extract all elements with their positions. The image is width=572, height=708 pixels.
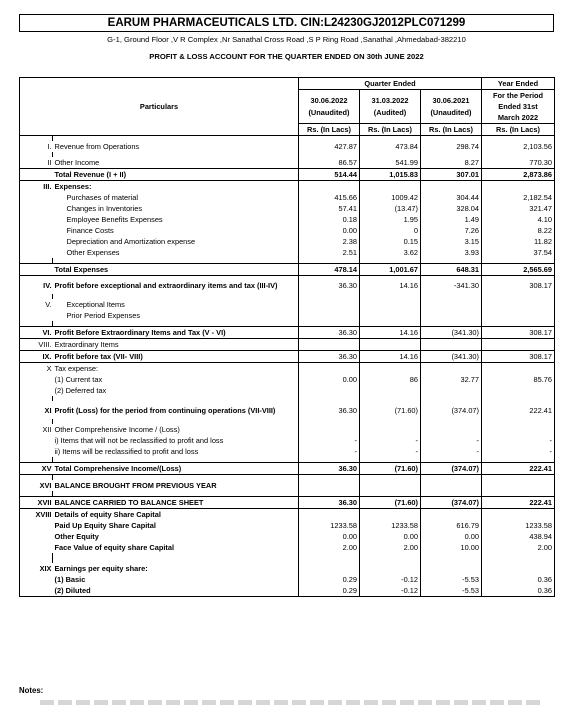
table-row: (2) Diluted 0.29 -0.12 -5.53 0.36 bbox=[20, 585, 555, 597]
unit-label: Rs. (In Lacs) bbox=[360, 124, 421, 136]
table-row: XVI BALANCE BROUGHT FROM PREVIOUS YEAR bbox=[20, 480, 555, 491]
table-row: Purchases of material 415.66 1009.42 304.44 2,182.54 bbox=[20, 192, 555, 203]
table-row: XVIII Details of equity Share Capital bbox=[20, 509, 555, 521]
table-row: Paid Up Equity Share Capital 1233.58 1233.58 616.79 1233.58 bbox=[20, 520, 555, 531]
col3-header: 30.06.2021 (Unaudited) bbox=[421, 90, 482, 124]
table-row: III. Expenses: bbox=[20, 181, 555, 193]
table-row: X Tax expense: bbox=[20, 363, 555, 375]
unit-label: Rs. (In Lacs) bbox=[421, 124, 482, 136]
unit-label: Rs. (In Lacs) bbox=[299, 124, 360, 136]
notes-heading: Notes: bbox=[19, 686, 44, 695]
unit-label: Rs. (In Lacs) bbox=[482, 124, 555, 136]
table-row: I. Revenue from Operations 427.87 473.84 298.74 2,103.56 bbox=[20, 141, 555, 152]
total-expenses-row: Total Expenses 478.14 1,001.67 648.31 2,565.69 bbox=[20, 264, 555, 276]
company-address: G-1, Ground Floor ,V R Complex ,Nr Sanathal Cross Road ,S P Ring Road ,Sanathal ,Ahmedabad-382210 bbox=[107, 35, 466, 44]
table-row: Finance Costs 0.00 0 7.26 8.22 bbox=[20, 225, 555, 236]
total-comprehensive-row: XV Total Comprehensive Income/(Loss) 36.30 (71.60) (374.07) 222.41 bbox=[20, 463, 555, 475]
table-row: Employee Benefits Expenses 0.18 1.95 1.49 4.10 bbox=[20, 214, 555, 225]
table-row: i) Items that will not be reclassified to profit and loss - - - - bbox=[20, 435, 555, 446]
table-row: Prior Period Expenses bbox=[20, 310, 555, 321]
table-row: IV. Profit before exceptional and extraordinary items and tax (III-IV) 36.30 14.16 -341.30 308.17 bbox=[20, 276, 555, 295]
statement-title: PROFIT & LOSS ACCOUNT FOR THE QUARTER ENDED ON 30th JUNE 2022 bbox=[149, 52, 424, 61]
balance-carried-row: XVII BALANCE CARRIED TO BALANCE SHEET 36.30 (71.60) (374.07) 222.41 bbox=[20, 497, 555, 509]
table-row: V. Exceptional Items bbox=[20, 299, 555, 310]
table-row: VI. Profit Before Extraordinary Items and Tax (V - VI) 36.30 14.16 (341.30) 308.17 bbox=[20, 327, 555, 339]
blurred-notes-text bbox=[40, 700, 540, 705]
table-row: Changes in Inventories 57.41 (13.47) 328.04 321.47 bbox=[20, 203, 555, 214]
company-name: EARUM PHARMACEUTICALS LTD. CIN:L24230GJ2012PLC071299 bbox=[19, 14, 554, 32]
table-row: IX. Profit before tax (VII- VIII) 36.30 14.16 (341.30) 308.17 bbox=[20, 351, 555, 363]
quarter-ended-header: Quarter Ended bbox=[299, 78, 482, 90]
total-revenue-row: Total Revenue (I + II) 514.44 1,015.83 307.01 2,873.86 bbox=[20, 169, 555, 181]
table-row: ii) Items will be reclassified to profit and loss - - - - bbox=[20, 446, 555, 457]
table-row: II Other Income 86.57 541.99 8.27 770.30 bbox=[20, 157, 555, 169]
table-row: (1) Basic 0.29 -0.12 -5.53 0.36 bbox=[20, 574, 555, 585]
col2-header: 31.03.2022 (Audited) bbox=[360, 90, 421, 124]
profit-loss-table bbox=[19, 77, 555, 597]
table-row: VIII. Extraordinary Items bbox=[20, 339, 555, 351]
header-row-1 bbox=[20, 78, 555, 90]
table-row: (2) Deferred tax bbox=[20, 385, 555, 396]
table-row: XII Other Comprehensive Income / (Loss) bbox=[20, 424, 555, 435]
col4-header: For the Period Ended 31st March 2022 bbox=[482, 90, 555, 124]
table-row: Other Equity 0.00 0.00 0.00 438.94 bbox=[20, 531, 555, 542]
document-header bbox=[19, 14, 554, 62]
table-row: (1) Current tax 0.00 86 32.77 85.76 bbox=[20, 374, 555, 385]
year-ended-header: Year Ended bbox=[482, 78, 555, 90]
table-row: XI Profit (Loss) for the period from continuing operations (VII-VIII) 36.30 (71.60) (374.07) 222.41 bbox=[20, 401, 555, 419]
table-row: Face Value of equity share Capital 2.00 2.00 10.00 2.00 bbox=[20, 542, 555, 553]
table-row: Other Expenses 2.51 3.62 3.93 37.54 bbox=[20, 247, 555, 258]
particulars-header: Particulars bbox=[20, 78, 299, 136]
table-row: Depreciation and Amortization expense 2.38 0.15 3.15 11.82 bbox=[20, 236, 555, 247]
col1-header: 30.06.2022 (Unaudited) bbox=[299, 90, 360, 124]
table-row: XIX Earnings per equity share: bbox=[20, 563, 555, 574]
